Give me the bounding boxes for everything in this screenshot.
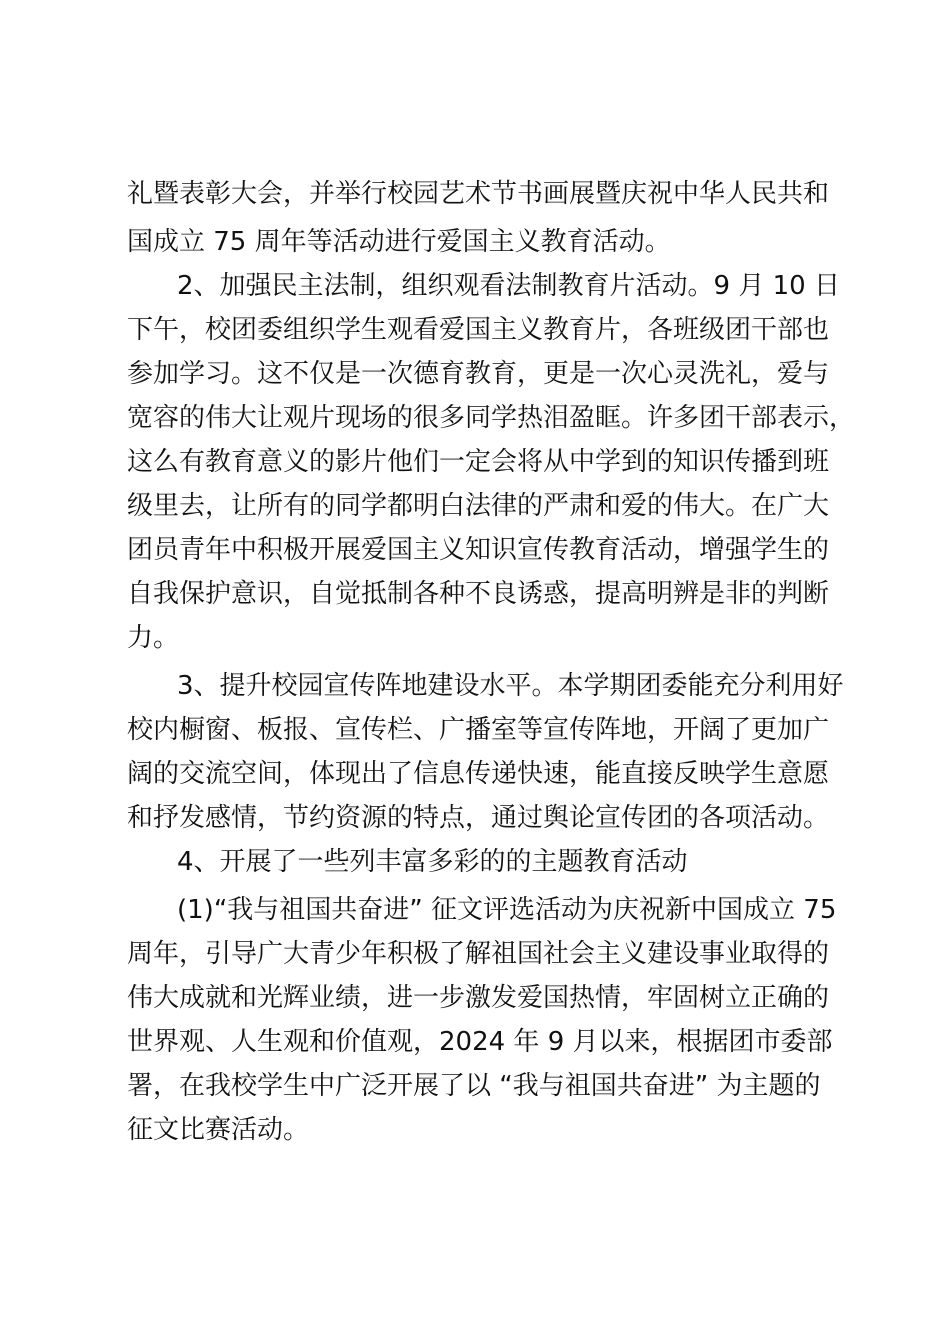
text-line: 阔的交流空间，体现出了信息传递快速，能直接反映学生意愿 — [127, 759, 830, 789]
text-line: 校内橱窗、板报、宣传栏、广播室等宣传阵地，开阔了更加广 — [127, 715, 830, 745]
text-line: 宽容的伟大让观片现场的很多同学热泪盈眶。许多团干部表示， — [127, 403, 856, 433]
paragraph-3-first-line: 3、提升校园宣传阵地建设水平。本学期团委能充分利用好 — [177, 671, 844, 701]
text-line: 征文比赛活动。 — [127, 1115, 310, 1145]
text-line: 力。 — [127, 623, 180, 653]
text-line: 参加学习。这不仅是一次德育教育，更是一次心灵洗礼，爱与 — [127, 359, 830, 389]
paragraph-4-heading: 4、开展了一些列丰富多彩的的主题教育活动 — [177, 847, 688, 877]
subsection-1-first-line: (1)“我与祖国共奋进” 征文评选活动为庆祝新中国成立 75 — [177, 895, 837, 925]
paragraph-2-first-line: 2、加强民主法制，组织观看法制教育片活动。9 月 10 日 — [177, 271, 840, 301]
text-line: 伟大成就和光辉业绩，进一步激发爱国热情，牢固树立正确的 — [127, 983, 830, 1013]
text-line: 下午，校团委组织学生观看爱国主义教育片，各班级团干部也 — [127, 315, 830, 345]
text-line: 国成立 75 周年等活动进行爱国主义教育活动。 — [127, 227, 671, 257]
text-line: 世界观、人生观和价值观，2024 年 9 月以来，根据团市委部 — [127, 1027, 833, 1057]
text-line: 级里去，让所有的同学都明白法律的严肃和爱的伟大。在广大 — [127, 491, 830, 521]
text-line: 周年，引导广大青少年积极了解祖国社会主义建设事业取得的 — [127, 939, 830, 969]
text-line: 署，在我校学生中广泛开展了以 “我与祖国共奋进” 为主题的 — [127, 1071, 821, 1101]
text-line: 这么有教育意义的影片他们一定会将从中学到的知识传播到班 — [127, 447, 830, 477]
text-line: 和抒发感情，节约资源的特点，通过舆论宣传团的各项活动。 — [127, 803, 830, 833]
text-line: 团员青年中积极开展爱国主义知识宣传教育活动，增强学生的 — [127, 535, 830, 565]
text-line: 礼暨表彰大会，并举行校园艺术节书画展暨庆祝中华人民共和 — [127, 179, 830, 209]
text-line: 自我保护意识，自觉抵制各种不良诱惑，提高明辨是非的判断 — [127, 579, 830, 609]
